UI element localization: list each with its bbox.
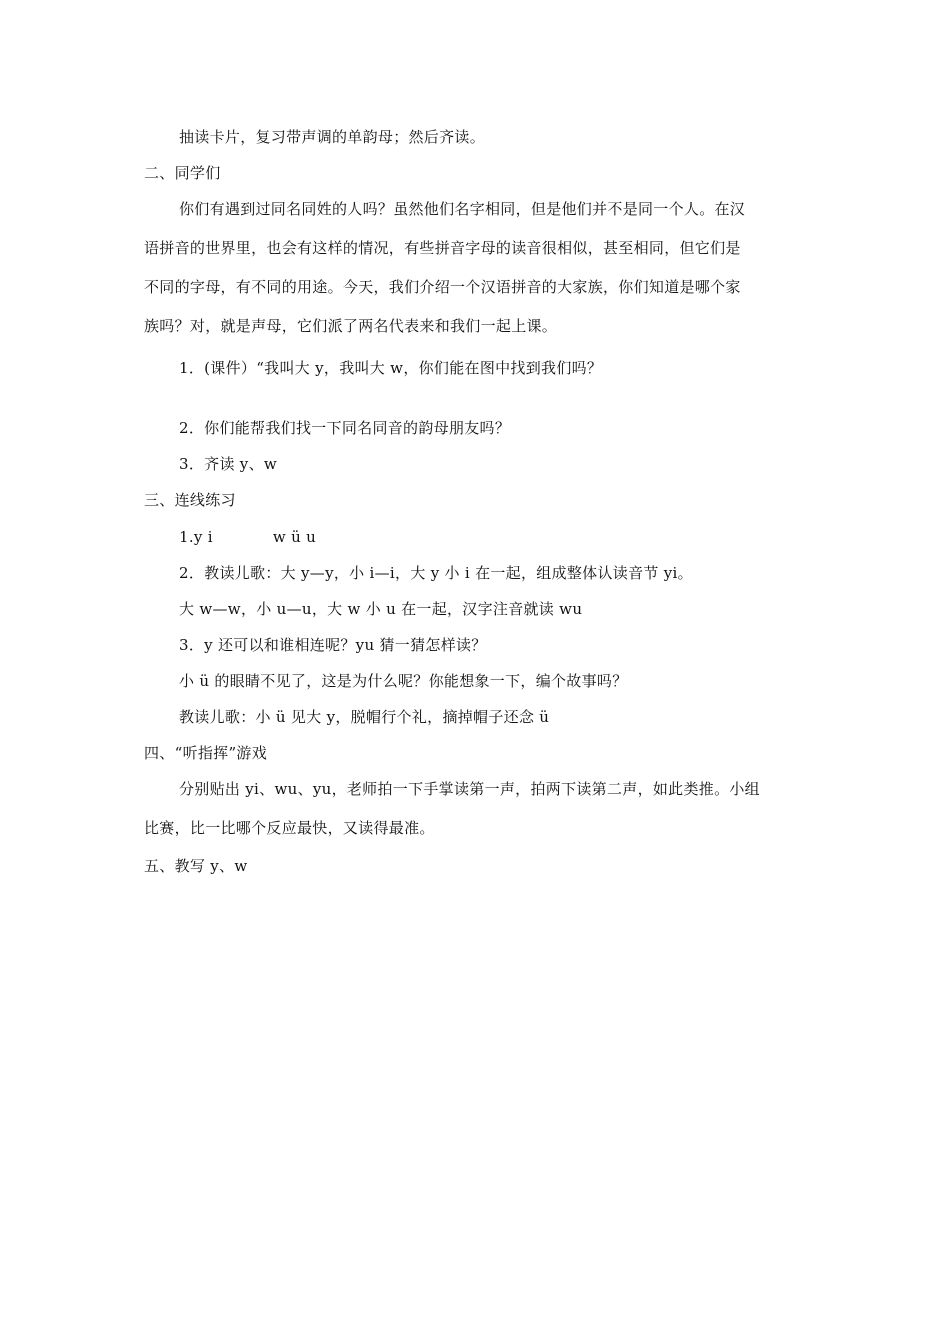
paragraph-review: 抽读卡片，复习带声调的单韵母；然后齐读。 [179, 128, 486, 146]
step-1: 1．(课件）“我叫大 y，我叫大 w，你们能在图中找到我们吗？ [179, 359, 603, 377]
heading-section-3: 三、连线练习 [144, 491, 236, 509]
rhyme-yi: 2．教读儿歌：大 y—y，小 i—i，大 y 小 i 在一起，组成整体认读音节 yi。 [179, 564, 693, 582]
paragraph-intro-line-2: 语拼音的世界里，也会有这样的情况，有些拼音字母的读音很相似，甚至相同，但它们是 [144, 239, 741, 257]
step-2: 2．你们能帮我们找一下同名同音的韵母朋友吗？ [179, 419, 511, 437]
matching-left: 1.y i [179, 528, 213, 546]
question-yu: 3．y 还可以和谁相连呢？yu 猜一猜怎样读？ [179, 636, 487, 654]
game-line-1: 分别贴出 yi、wu、yu，老师拍一下手掌读第一声，拍两下读第二声，如此类推。小组 [179, 780, 760, 798]
rhyme-yu: 教读儿歌：小 ü 见大 y，脱帽行个礼，摘掉帽子还念 ü [179, 708, 550, 726]
paragraph-intro-line-1: 你们有遇到过同名同姓的人吗？虽然他们名字相同，但是他们并不是同一个人。在汉 [179, 200, 746, 218]
heading-section-4: 四、“听指挥”游戏 [144, 744, 268, 762]
paragraph-intro-line-3: 不同的字母，有不同的用途。今天，我们介绍一个汉语拼音的大家族，你们知道是哪个家 [144, 278, 741, 296]
game-line-2: 比赛，比一比哪个反应最快，又读得最准。 [144, 819, 435, 837]
paragraph-intro-line-4: 族吗？对，就是声母，它们派了两名代表来和我们一起上课。 [144, 317, 558, 335]
rhyme-wu: 大 w—w，小 u—u，大 w 小 u 在一起，汉字注音就读 wu [179, 600, 583, 618]
matching-right: w ü u [272, 528, 317, 546]
step-3: 3．齐读 y、w [179, 455, 278, 473]
heading-section-5: 五、教写 y、w [144, 857, 248, 875]
heading-section-2: 二、同学们 [144, 164, 221, 182]
story-prompt: 小 ü 的眼睛不见了，这是为什么呢？你能想象一下，编个故事吗？ [179, 672, 628, 690]
matching-row [179, 527, 316, 547]
